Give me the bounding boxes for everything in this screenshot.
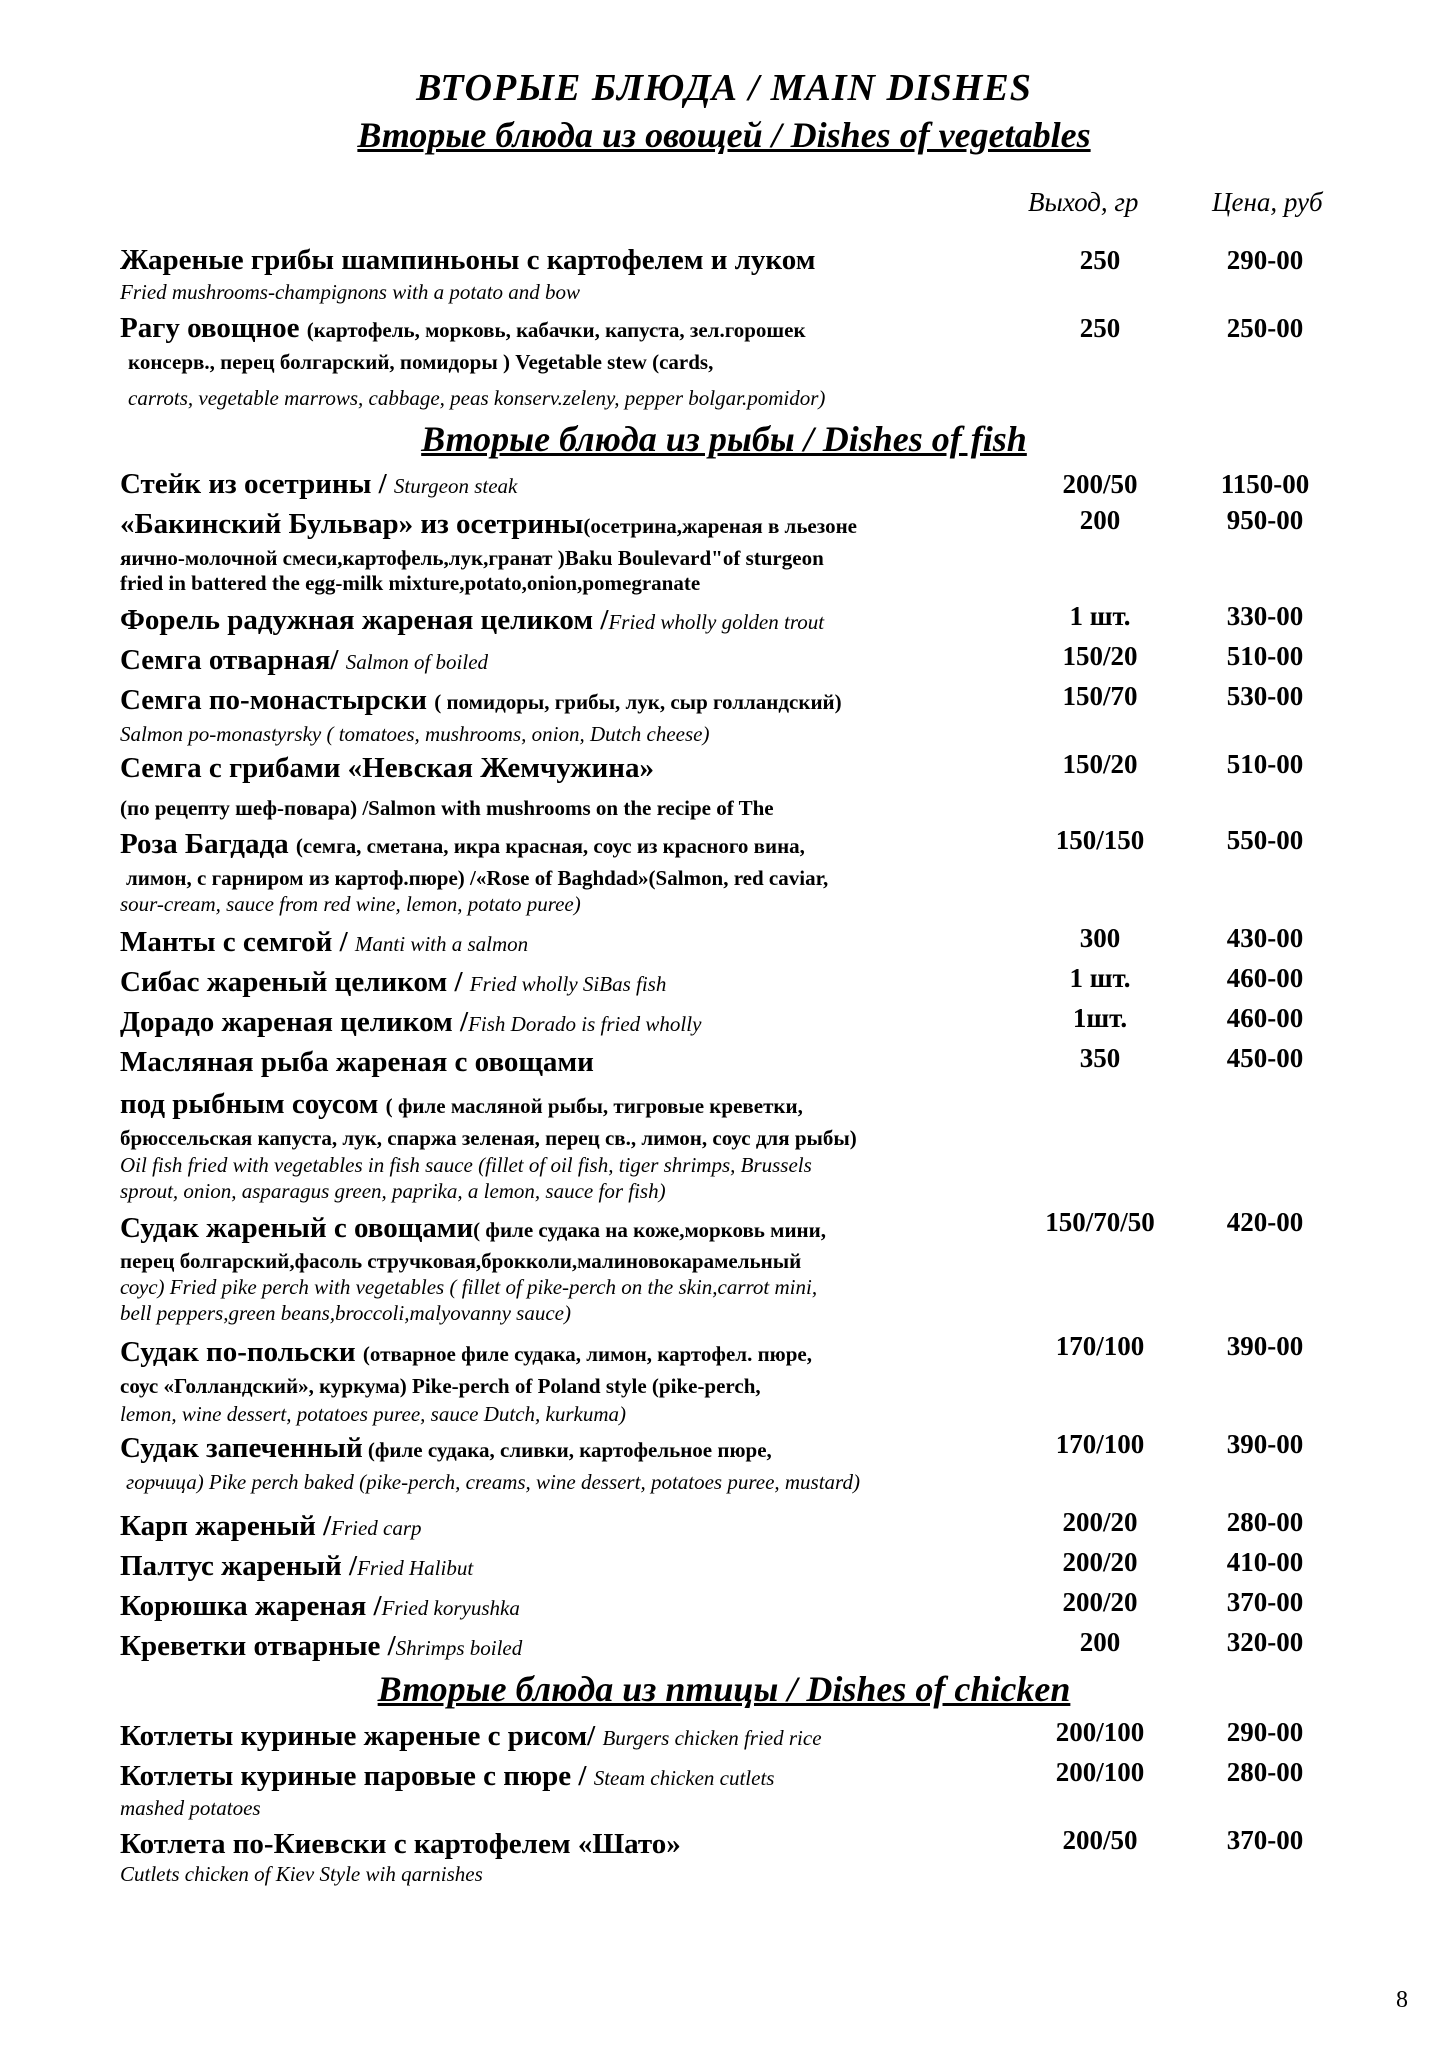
dish-name-en: Salmon of boiled xyxy=(345,650,489,674)
dish-description: консерв., перец болгарский, помидоры ) Vegetable stew (cards, xyxy=(128,350,714,374)
dish-description: sour-cream, sauce from red wine, lemon, potato puree) xyxy=(120,892,581,916)
menu-item xyxy=(120,1004,1020,1042)
menu-item xyxy=(120,466,1020,504)
dish-description: carrots, vegetable marrows, cabbage, peas konserv.zeleny, pepper bolgar.pomidor) xyxy=(128,386,826,410)
dish-weight: 150/20 xyxy=(1062,749,1138,779)
dish-name: Корюшка жареная / xyxy=(120,1590,382,1622)
dish-price: 280-00 xyxy=(1226,1757,1304,1787)
dish-price: 410-00 xyxy=(1226,1547,1304,1577)
menu-item xyxy=(120,924,1020,962)
dish-name: Сибас жареный целиком / xyxy=(120,966,463,998)
dish-name: Карп жареный / xyxy=(120,1510,332,1542)
dish-description: перец болгарский,фасоль стручковая,брокколи,малиновокарамельный xyxy=(120,1249,802,1273)
dish-price: 290-00 xyxy=(1226,1717,1304,1747)
dish-weight: 200/20 xyxy=(1062,1587,1138,1617)
menu-item xyxy=(120,1826,1020,1886)
menu-item xyxy=(120,682,1020,748)
dish-name-en: Fried wholly SiBas fish xyxy=(469,972,667,996)
menu-item xyxy=(120,1758,1020,1820)
dish-weight: 1шт. xyxy=(1072,1003,1128,1033)
menu-item xyxy=(120,242,1020,306)
menu-item xyxy=(120,1334,1020,1428)
dish-price: 450-00 xyxy=(1226,1043,1304,1073)
dish-name: Котлеты куриные паровые с пюре / xyxy=(120,1760,587,1792)
dish-name-en: Fried wholly golden trout xyxy=(608,610,825,634)
dish-ingredients: (отварное филе судака, лимон, картофел. пюре, xyxy=(362,1342,812,1366)
menu-item xyxy=(120,1086,1020,1204)
dish-name: Судак по-польски xyxy=(120,1336,356,1368)
dish-price: 390-00 xyxy=(1226,1429,1304,1459)
dish-price: 550-00 xyxy=(1226,825,1304,855)
dish-description: брюссельская капуста, лук, спаржа зеленая, перец св., лимон, соус для рыбы) xyxy=(120,1126,857,1150)
menu-item xyxy=(120,1508,1020,1546)
dish-weight: 350 xyxy=(1079,1043,1121,1073)
dish-name: Форель радужная жареная целиком / xyxy=(120,604,609,636)
section-title-vegetables: Вторые блюда из овощей / Dishes of vegetables xyxy=(357,115,1091,155)
dish-description: горчица) Pike perch baked (pike-perch, creams, wine dessert, potatoes puree, mustard) xyxy=(126,1470,860,1494)
dish-description: Oil fish fried with vegetables in fish sauce (fillet of oil fish, tiger shrimps, Brussels xyxy=(120,1153,812,1177)
dish-weight: 170/100 xyxy=(1055,1331,1145,1361)
dish-weight: 150/150 xyxy=(1055,825,1145,855)
dish-name: «Бакинский Бульвар» из осетрины xyxy=(120,508,584,540)
dish-name-en: Manti with a salmon xyxy=(354,932,529,956)
menu-item xyxy=(120,1210,1020,1326)
dish-weight: 250 xyxy=(1079,313,1121,343)
menu-item xyxy=(120,750,1020,822)
dish-name: Котлета по-Киевски с картофелем «Шато» xyxy=(120,1828,681,1860)
section-title-chicken: Вторые блюда из птицы / Dishes of chicken xyxy=(377,1669,1071,1709)
dish-name: Стейк из осетрины / xyxy=(120,468,387,500)
page-title: ВТОРЫЕ БЛЮДА / MAIN DISHES xyxy=(416,67,1032,109)
dish-price: 370-00 xyxy=(1226,1587,1304,1617)
dish-description: mashed potatoes xyxy=(120,1796,261,1820)
menu-item xyxy=(120,1044,1020,1080)
dish-name: Судак жареный с овощами xyxy=(120,1212,474,1244)
dish-weight: 200/20 xyxy=(1062,1547,1138,1577)
dish-name-en: Fried koryushka xyxy=(381,1596,520,1620)
menu-item xyxy=(120,826,1020,916)
dish-weight: 200/20 xyxy=(1062,1507,1138,1537)
dish-price: 370-00 xyxy=(1226,1825,1304,1855)
dish-name: Семга отварная/ xyxy=(120,644,339,676)
dish-weight: 300 xyxy=(1079,923,1121,953)
section-title-fish: Вторые блюда из рыбы / Dishes of fish xyxy=(421,419,1027,459)
dish-description: (по рецепту шеф-повара) /Salmon with mushrooms on the recipe of The xyxy=(120,796,774,820)
dish-price: 510-00 xyxy=(1226,749,1304,779)
dish-price: 510-00 xyxy=(1226,641,1304,671)
dish-price: 290-00 xyxy=(1226,245,1304,275)
dish-description: lemon, wine dessert, potatoes puree, sauce Dutch, kurkuma) xyxy=(120,1402,627,1426)
dish-name: Креветки отварные / xyxy=(120,1630,396,1662)
dish-price: 430-00 xyxy=(1226,923,1304,953)
dish-ingredients: (филе судака, сливки, картофельное пюре, xyxy=(362,1438,772,1462)
dish-description: яично-молочной смеси,картофель,лук,гранат )Baku Boulevard"of sturgeon xyxy=(120,546,824,570)
menu-item xyxy=(120,964,1020,1002)
menu-item xyxy=(120,642,1020,680)
dish-weight: 150/20 xyxy=(1062,641,1138,671)
dish-name: Манты с семгой / xyxy=(120,926,348,958)
dish-weight: 200/100 xyxy=(1055,1717,1145,1747)
dish-weight: 200/100 xyxy=(1055,1757,1145,1787)
dish-price: 330-00 xyxy=(1226,601,1304,631)
dish-description: Fried mushrooms-champignons with a potato and bow xyxy=(120,280,581,304)
dish-weight: 200/50 xyxy=(1062,469,1138,499)
dish-name-en: Fried carp xyxy=(331,1516,422,1540)
dish-name: Семга по-монастырски xyxy=(120,684,427,716)
dish-weight: 1 шт. xyxy=(1069,963,1131,993)
dish-weight: 170/100 xyxy=(1055,1429,1145,1459)
dish-name: под рыбным соусом xyxy=(120,1088,379,1120)
dish-weight: 200 xyxy=(1079,505,1121,535)
dish-price: 530-00 xyxy=(1226,681,1304,711)
dish-description: bell peppers,green beans,broccoli,malyovanny sauce) xyxy=(120,1301,571,1325)
dish-description: sprout, onion, asparagus green, paprika, a lemon, sauce for fish) xyxy=(120,1179,666,1203)
dish-ingredients: ( филе масляной рыбы, тигровые креветки, xyxy=(385,1094,803,1118)
dish-ingredients: (картофель, морковь, кабачки, капуста, зел.горошек xyxy=(306,318,806,342)
menu-item xyxy=(120,1628,1020,1666)
dish-name-en: Fish Dorado is fried wholly xyxy=(468,1012,702,1036)
dish-name: Жареные грибы шампиньоны с картофелем и луком xyxy=(120,244,816,276)
dish-price: 950-00 xyxy=(1226,505,1304,535)
dish-price: 390-00 xyxy=(1226,1331,1304,1361)
dish-weight: 200/50 xyxy=(1062,1825,1138,1855)
dish-price: 1150-00 xyxy=(1220,469,1310,499)
column-header-price: Цена, руб xyxy=(1212,187,1323,217)
menu-item xyxy=(120,1430,1020,1496)
dish-price: 420-00 xyxy=(1226,1207,1304,1237)
dish-price: 320-00 xyxy=(1226,1627,1304,1657)
dish-weight: 250 xyxy=(1079,245,1121,275)
dish-name: Масляная рыба жареная с овощами xyxy=(120,1046,594,1078)
dish-description: Salmon po-monastyrsky ( tomatoes, mushrooms, onion, Dutch cheese) xyxy=(120,722,710,746)
dish-name: Рагу овощное xyxy=(120,312,300,344)
dish-name-en: Steam chicken cutlets xyxy=(593,1766,775,1790)
dish-ingredients: ( филе судака на коже,морковь мини, xyxy=(473,1218,826,1242)
dish-weight: 200 xyxy=(1079,1627,1121,1657)
dish-weight: 150/70/50 xyxy=(1045,1207,1155,1237)
dish-description: лимон, с гарниром из картоф.пюре) /«Rose of Baghdad»(Salmon, red caviar, xyxy=(126,866,829,890)
dish-name: Палтус жареный / xyxy=(120,1550,358,1582)
column-header-weight: Выход, гр xyxy=(1028,187,1139,217)
dish-price: 250-00 xyxy=(1226,313,1304,343)
menu-item xyxy=(120,506,1020,594)
menu-item xyxy=(120,310,1020,412)
dish-price: 460-00 xyxy=(1226,1003,1304,1033)
dish-name-en: Sturgeon steak xyxy=(393,474,518,498)
dish-weight: 1 шт. xyxy=(1069,601,1131,631)
dish-price: 460-00 xyxy=(1226,963,1304,993)
menu-item xyxy=(120,1548,1020,1586)
dish-name: Семга с грибами «Невская Жемчужина» xyxy=(120,752,654,784)
dish-ingredients: ( помидоры, грибы, лук, сыр голландский) xyxy=(434,690,842,714)
dish-name: Дорадо жареная целиком / xyxy=(120,1006,469,1038)
dish-weight: 150/70 xyxy=(1062,681,1138,711)
dish-description: соус «Голландский», куркума) Pike-perch of Poland style (pike-perch, xyxy=(120,1374,761,1398)
dish-description: соус) Fried pike perch with vegetables ( fillet of pike-perch on the skin,carrot mini, xyxy=(120,1275,818,1299)
dish-name: Котлеты куриные жареные с рисом/ xyxy=(120,1720,596,1752)
dish-name-en: Fried Halibut xyxy=(357,1556,474,1580)
dish-name: Судак запеченный xyxy=(120,1432,363,1464)
menu-item xyxy=(120,1718,1020,1756)
dish-ingredients: (семга, сметана, икра красная, соус из красного вина, xyxy=(295,834,805,858)
dish-name-en: Burgers chicken fried rice xyxy=(602,1726,822,1750)
dish-description: Cutlets chicken of Kiev Style wih qarnishes xyxy=(120,1862,483,1886)
dish-name: Роза Багдада xyxy=(120,828,289,860)
page-number: 8 xyxy=(1396,1987,1408,2013)
menu-item xyxy=(120,602,1020,640)
dish-price: 280-00 xyxy=(1226,1507,1304,1537)
menu-item xyxy=(120,1588,1020,1626)
dish-ingredients: (осетрина,жареная в льезоне xyxy=(583,514,857,538)
dish-description: fried in battered the egg-milk mixture,potato,onion,pomegranate xyxy=(120,571,701,595)
dish-name-en: Shrimps boiled xyxy=(395,1636,523,1660)
